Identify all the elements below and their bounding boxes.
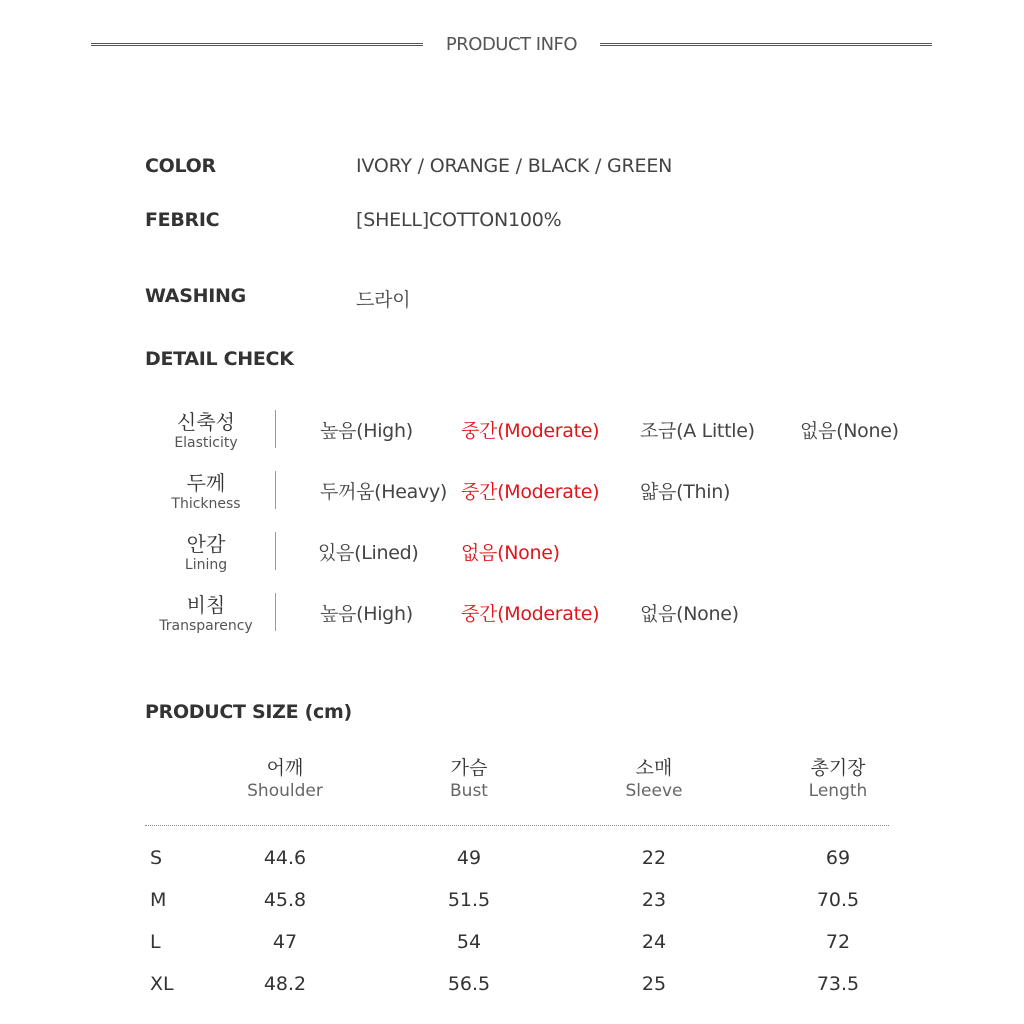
detail-option-selected: 중간(Moderate) [461, 603, 600, 625]
detail-option: 없음(None) [800, 420, 899, 442]
size-cell: 56.5 [447, 973, 491, 995]
size-column-en: Length [808, 781, 868, 801]
size-column-ko: 가슴 [450, 757, 488, 779]
detail-option-selected: 없음(None) [461, 542, 560, 564]
detail-option: 두꺼움(Heavy) [320, 481, 447, 503]
product-size-title: PRODUCT SIZE (cm) [145, 701, 352, 723]
detail-option-selected: 중간(Moderate) [461, 481, 600, 503]
size-column-en: Sleeve [625, 781, 683, 801]
fabric-value: [SHELL]COTTON100% [356, 209, 562, 231]
size-column-bust [389, 756, 549, 802]
detail-row-thickness [140, 471, 940, 521]
size-cell: 47 [272, 931, 298, 953]
detail-name-en: Elasticity [174, 435, 238, 451]
size-row-label: L [150, 931, 161, 953]
size-column-ko: 총기장 [810, 757, 866, 779]
detail-check-title: DETAIL CHECK [145, 348, 294, 370]
size-cell: 72 [825, 931, 851, 953]
detail-separator [275, 410, 276, 448]
detail-name-en: Thickness [171, 496, 241, 512]
detail-separator [275, 593, 276, 631]
color-label: COLOR [145, 155, 216, 177]
detail-name-ko: 두께 [186, 471, 226, 495]
size-cell: 48.2 [263, 973, 307, 995]
size-column-shoulder [205, 756, 365, 802]
detail-row-lining [140, 532, 940, 582]
size-column-length [758, 756, 918, 802]
header-rule-right [600, 43, 932, 46]
size-column-en: Shoulder [247, 781, 323, 801]
detail-row-transparency [140, 593, 940, 643]
size-cell: 70.5 [816, 889, 860, 911]
size-cell: 69 [825, 847, 851, 869]
size-column-ko: 소매 [635, 757, 673, 779]
size-cell: 23 [641, 889, 667, 911]
size-column-ko: 어깨 [266, 757, 304, 779]
detail-separator [275, 471, 276, 509]
detail-option: 조금(A Little) [640, 420, 755, 442]
detail-row-name [140, 593, 272, 635]
size-cell: 49 [456, 847, 482, 869]
size-cell: 51.5 [447, 889, 491, 911]
size-row-label: M [150, 889, 167, 911]
washing-value: 드라이 [356, 289, 411, 311]
detail-row-name [140, 410, 272, 452]
detail-row-name [140, 532, 272, 574]
page-title: PRODUCT INFO [445, 34, 578, 55]
detail-option-selected: 중간(Moderate) [461, 420, 600, 442]
size-cell: 22 [641, 847, 667, 869]
detail-option: 얇음(Thin) [640, 481, 731, 503]
size-column-en: Bust [450, 781, 488, 801]
size-cell: 54 [456, 931, 482, 953]
detail-name-en: Lining [184, 557, 228, 573]
detail-row-elasticity [140, 410, 940, 460]
size-cell: 44.6 [263, 847, 307, 869]
color-value: IVORY / ORANGE / BLACK / GREEN [356, 155, 673, 177]
detail-name-ko: 비침 [186, 593, 226, 617]
size-table-divider [145, 825, 889, 826]
detail-option: 없음(None) [640, 603, 739, 625]
size-cell: 73.5 [816, 973, 860, 995]
detail-option: 높음(High) [320, 603, 413, 625]
detail-option: 있음(Lined) [318, 542, 419, 564]
detail-option: 높음(High) [320, 420, 413, 442]
fabric-label: FEBRIC [145, 209, 220, 231]
size-row-label: XL [150, 973, 174, 995]
detail-name-en: Transparency [159, 618, 253, 634]
header-rule-left [91, 43, 423, 46]
detail-name-ko: 신축성 [177, 410, 235, 434]
size-row-label: S [150, 847, 163, 869]
size-column-sleeve [574, 756, 734, 802]
size-cell: 25 [641, 973, 667, 995]
washing-label: WASHING [145, 285, 246, 307]
detail-name-ko: 안감 [186, 532, 226, 556]
size-cell: 24 [641, 931, 667, 953]
size-cell: 45.8 [263, 889, 307, 911]
detail-separator [275, 532, 276, 570]
detail-row-name [140, 471, 272, 513]
